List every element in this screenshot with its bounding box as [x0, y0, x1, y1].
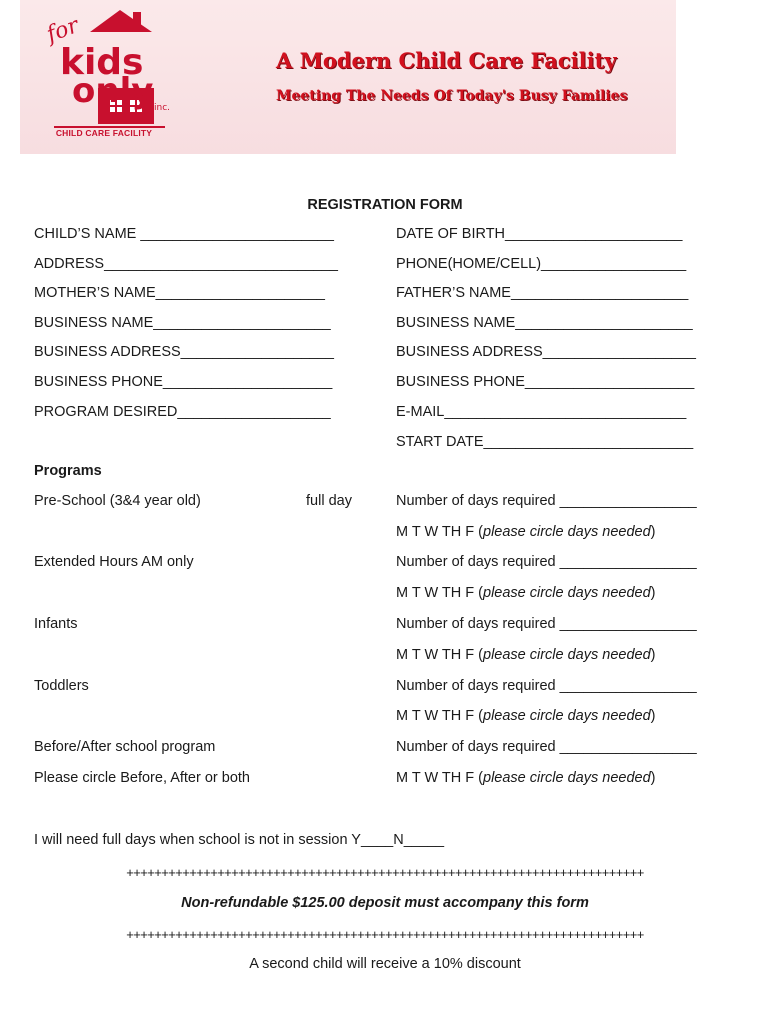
days-circle-line[interactable]: M T W TH F (please circle days needed)	[396, 770, 656, 786]
field-father-business-address[interactable]: BUSINESS ADDRESS___________________	[396, 344, 696, 360]
days-required-field[interactable]: Number of days required _________________	[396, 739, 697, 755]
logo-inc: inc.	[154, 103, 171, 113]
days-required-field[interactable]: Number of days required _________________	[396, 616, 697, 632]
field-email[interactable]: E-MAIL______________________________	[396, 404, 687, 420]
program-preschool: Pre-School (3&4 year old)	[34, 493, 201, 509]
field-father-business-phone[interactable]: BUSINESS PHONE_____________________	[396, 374, 695, 390]
field-father-business-name[interactable]: BUSINESS NAME______________________	[396, 315, 693, 331]
field-program-desired[interactable]: PROGRAM DESIRED___________________	[34, 404, 331, 420]
field-start-date[interactable]: START DATE__________________________	[396, 434, 694, 450]
days-circle-line[interactable]: M T W TH F (please circle days needed)	[396, 708, 656, 724]
days-circle-line[interactable]: M T W TH F (please circle days needed)	[396, 647, 656, 663]
program-before-after: Before/After school program	[34, 739, 216, 755]
before-after-note: Please circle Before, After or both	[34, 770, 250, 786]
field-mothers-name[interactable]: MOTHER’S NAME_____________________	[34, 285, 325, 301]
program-infants: Infants	[34, 616, 78, 632]
logo-for: for	[43, 13, 83, 48]
days-required-field[interactable]: Number of days required _________________	[396, 678, 697, 694]
days-required-field[interactable]: Number of days required _________________	[396, 493, 697, 509]
program-extended-hours: Extended Hours AM only	[34, 554, 194, 570]
banner-subtitle: Meeting The Needs Of Today's Busy Families	[276, 88, 628, 104]
discount-notice: A second child will receive a 10% discount	[249, 956, 521, 972]
field-childs-name[interactable]: CHILD’S NAME ________________________	[34, 226, 334, 242]
programs-heading: Programs	[34, 463, 102, 479]
days-circle-line[interactable]: M T W TH F (please circle days needed)	[396, 524, 656, 540]
deposit-notice: Non-refundable $125.00 deposit must accompany this form	[181, 895, 589, 911]
field-mother-business-phone[interactable]: BUSINESS PHONE_____________________	[34, 374, 333, 390]
field-mother-business-name[interactable]: BUSINESS NAME______________________	[34, 315, 331, 331]
program-preschool-full-day: full day	[306, 493, 352, 509]
days-required-field[interactable]: Number of days required _________________	[396, 554, 697, 570]
field-address[interactable]: ADDRESS_____________________________	[34, 256, 338, 272]
field-phone[interactable]: PHONE(HOME/CELL)__________________	[396, 256, 687, 272]
logo-kids: kids	[60, 42, 144, 83]
banner-title: A Modern Child Care Facility	[276, 48, 617, 73]
field-date-of-birth[interactable]: DATE OF BIRTH______________________	[396, 226, 683, 242]
plus-divider: ++++++++++++++++++++++++++++++++++++++++++++++++++++++++++++++++++++++++++	[126, 865, 644, 880]
form-title: REGISTRATION FORM	[307, 197, 463, 213]
field-mother-business-address[interactable]: BUSINESS ADDRESS___________________	[34, 344, 334, 360]
full-days-question[interactable]: I will need full days when school is not in session Y____N_____	[34, 832, 445, 848]
logo-tagline: CHILD CARE FACILITY	[55, 128, 153, 138]
plus-divider: ++++++++++++++++++++++++++++++++++++++++++++++++++++++++++++++++++++++++++	[126, 927, 644, 942]
days-circle-line[interactable]: M T W TH F (please circle days needed)	[396, 585, 656, 601]
program-toddlers: Toddlers	[34, 678, 89, 694]
logo-only: only	[72, 71, 154, 111]
field-fathers-name[interactable]: FATHER’S NAME______________________	[396, 285, 689, 301]
